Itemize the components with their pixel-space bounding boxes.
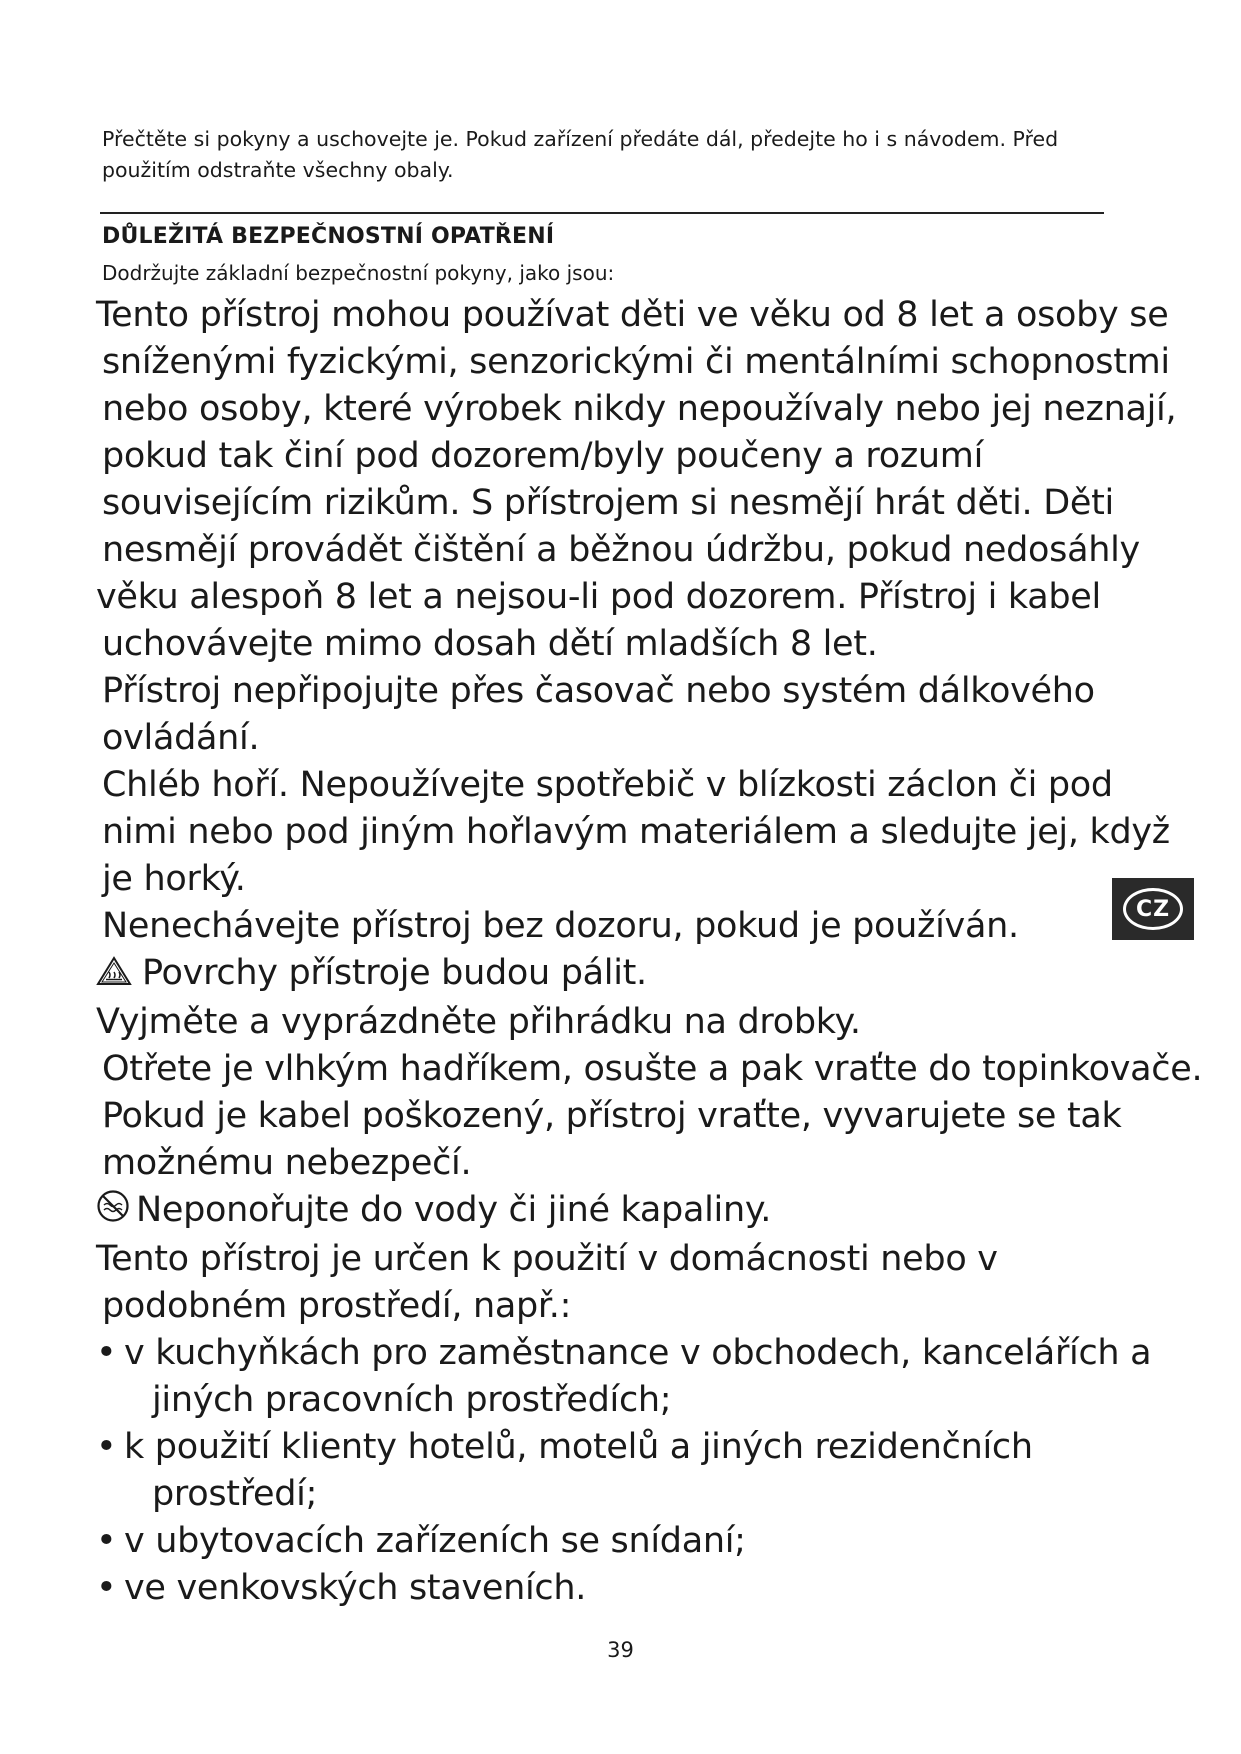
body-line: Vyjměte a vyprázdněte přihrádku na drobky. (96, 1002, 861, 1042)
no-immersion-icon (96, 1189, 130, 1236)
hot-surface-text: Povrchy přístroje budou pálit. (142, 953, 647, 993)
usage-bullet-list (96, 1330, 1166, 1612)
body-line: souvisejícím rizikům. S přístrojem si nesmějí hrát děti. Děti (102, 483, 1114, 523)
language-badge (1112, 878, 1194, 940)
body-line: možnému nebezpečí. (102, 1143, 472, 1183)
bullet-continuation: jiných pracovních prostředích; (152, 1380, 672, 1420)
body-line: ovládání. (102, 718, 260, 758)
body-line: nebo osoby, které výrobek nikdy nepoužívaly nebo jej neznají, (102, 389, 1177, 429)
no-immerse-warning (96, 1187, 1166, 1236)
bullet-marker: • (96, 1521, 117, 1561)
intro-line: použitím odstraňte všechny obaly. (102, 158, 454, 182)
bullet-text: v kuchyňkách pro zaměstnance v obchodech, kancelářích a (124, 1333, 1152, 1373)
bullet-continuation: prostředí; (152, 1474, 318, 1514)
body-line: Nenechávejte přístroj bez dozoru, pokud je používán. (102, 906, 1019, 946)
body-line: Tento přístroj mohou používat děti ve věku od 8 let a osoby se (96, 295, 1169, 335)
body-line: sníženými fyzickými, senzorickými či mentálními schopnostmi (102, 342, 1170, 382)
section-heading: DŮLEŽITÁ BEZPEČNOSTNÍ OPATŘENÍ (102, 224, 555, 249)
section-subheading: Dodržujte základní bezpečnostní pokyny, jako jsou: (102, 261, 615, 285)
body-line: podobném prostředí, např.: (102, 1286, 572, 1326)
page-number: 39 (607, 1638, 634, 1662)
body-line: Přístroj nepřipojujte přes časovač nebo systém dálkového (102, 671, 1095, 711)
body-line: Tento přístroj je určen k použití v domácnosti nebo v (96, 1239, 998, 1279)
language-badge-label: CZ (1123, 888, 1183, 930)
hot-surface-warning (96, 950, 1166, 999)
body-line: Chléb hoří. Nepoužívejte spotřebič v blízkosti záclon či pod (102, 765, 1113, 805)
body-line: Pokud je kabel poškozený, přístroj vraťte, vyvarujete se tak (102, 1096, 1122, 1136)
hot-surface-icon (96, 952, 132, 999)
body-line: pokud tak činí pod dozorem/byly poučeny a rozumí (102, 436, 984, 476)
bullet-text: k použití klienty hotelů, motelů a jiných rezidenčních (124, 1427, 1033, 1467)
body-line: věku alespoň 8 let a nejsou-li pod dozorem. Přístroj i kabel (96, 577, 1101, 617)
intro-text (102, 124, 1102, 186)
intro-line: Přečtěte si pokyny a uschovejte je. Pokud zařízení předáte dál, předejte ho i s návodem. Před (102, 127, 1059, 151)
list-item (96, 1518, 1166, 1565)
bullet-marker: • (96, 1568, 117, 1608)
list-item (96, 1424, 1166, 1471)
body-line: Otřete je vlhkým hadříkem, osušte a pak vraťte do topinkovače. (102, 1049, 1203, 1089)
body-line: nimi nebo pod jiným hořlavým materiálem a sledujte jej, když (102, 812, 1170, 852)
list-item (96, 1565, 1166, 1612)
body-line: uchovávejte mimo dosah dětí mladších 8 let. (102, 624, 878, 664)
list-item (96, 1330, 1166, 1377)
bullet-text: v ubytovacích zařízeních se snídaní; (124, 1521, 746, 1561)
bullet-marker: • (96, 1333, 117, 1373)
section-divider (100, 212, 1104, 214)
bullet-text: ve venkovských staveních. (124, 1568, 587, 1608)
safety-text-body (96, 292, 1203, 1612)
no-immerse-text: Neponořujte do vody či jiné kapaliny. (136, 1190, 772, 1230)
body-line: nesmějí provádět čištění a běžnou údržbu, pokud nedosáhly (102, 530, 1140, 570)
bullet-marker: • (96, 1427, 117, 1467)
body-line: je horký. (102, 859, 246, 899)
